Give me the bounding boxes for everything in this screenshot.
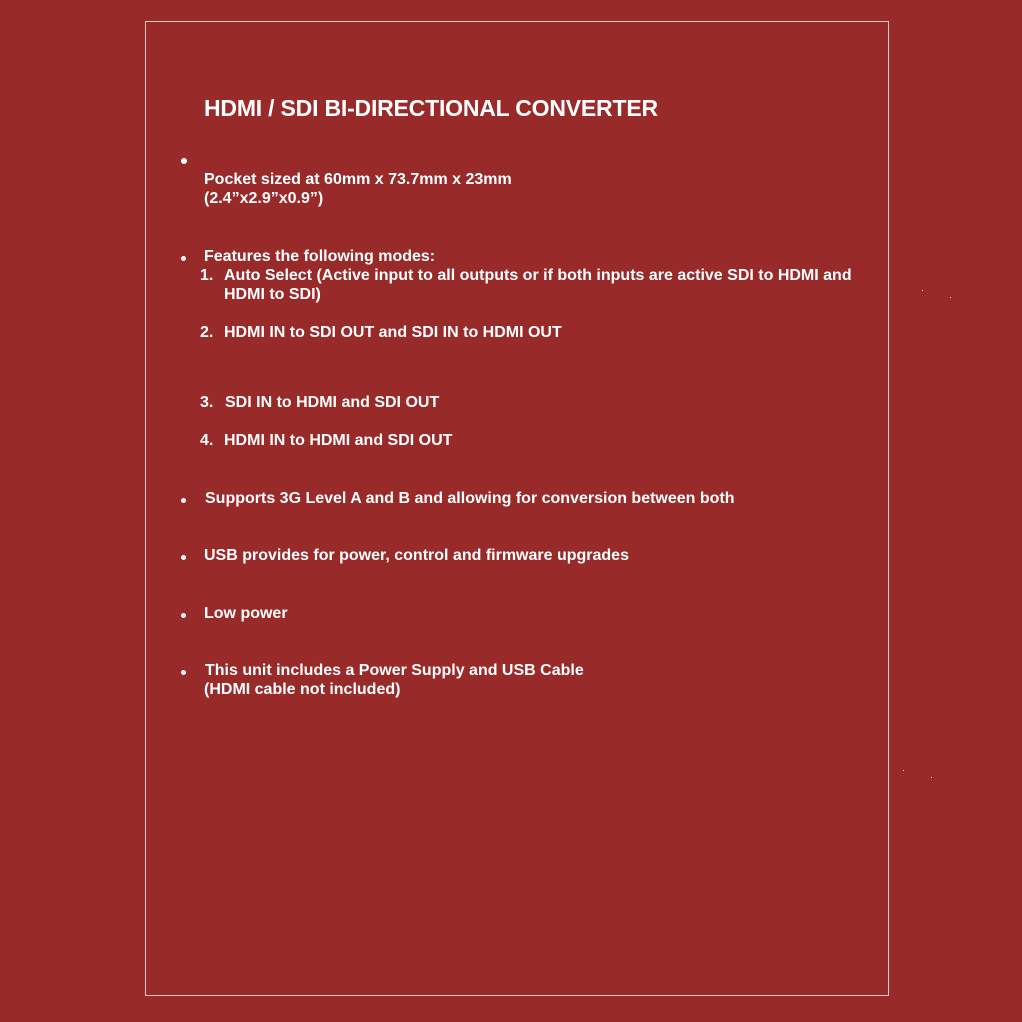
- page-title: HDMI / SDI BI-DIRECTIONAL CONVERTER: [204, 95, 658, 121]
- mode-4-line-1: HDMI IN to HDMI and SDI OUT: [224, 432, 453, 449]
- mode-2-number: 2.: [200, 324, 214, 341]
- bullet-dot-modes: [181, 256, 186, 261]
- size-line-2: (2.4”x2.9”x0.9”): [204, 190, 324, 207]
- mode-1-line-2: HDMI to SDI): [224, 286, 321, 303]
- speck: [903, 770, 904, 771]
- modes-intro: Features the following modes:: [204, 248, 436, 265]
- bullet-dot-low-power: [181, 613, 186, 618]
- bullet-dot-size: [181, 158, 187, 164]
- page-frame: [145, 21, 889, 996]
- includes-line-2: (HDMI cable not included): [204, 681, 401, 698]
- mode-3-line-1: SDI IN to HDMI and SDI OUT: [225, 394, 440, 411]
- size-line-1: Pocket sized at 60mm x 73.7mm x 23mm: [204, 171, 512, 188]
- bullet-dot-includes: [181, 670, 186, 675]
- bullet-dot-usb: [181, 555, 186, 560]
- speck: [922, 290, 923, 291]
- mode-1-line-1: Auto Select (Active input to all outputs or if both inputs are active SDI to HDMI and: [224, 267, 852, 284]
- mode-2-line-1: HDMI IN to SDI OUT and SDI IN to HDMI OUT: [224, 324, 562, 341]
- mode-3-number: 3.: [200, 394, 214, 411]
- usb-line: USB provides for power, control and firmware upgrades: [204, 547, 629, 564]
- mode-1-number: 1.: [200, 267, 214, 284]
- mode-4-number: 4.: [200, 432, 214, 449]
- includes-line-1: This unit includes a Power Supply and USB Cable: [205, 662, 584, 679]
- speck: [950, 297, 951, 298]
- low-power-line: Low power: [204, 605, 288, 622]
- speck: [931, 777, 932, 778]
- bullet-dot-supports: [181, 498, 186, 503]
- supports-line: Supports 3G Level A and B and allowing for conversion between both: [205, 490, 735, 507]
